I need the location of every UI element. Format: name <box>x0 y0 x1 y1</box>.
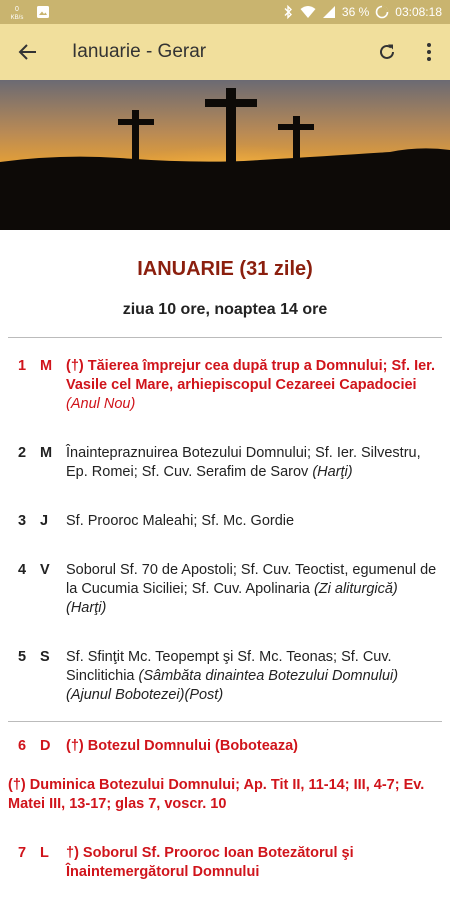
day-number: 5 <box>18 649 27 665</box>
battery-icon <box>375 5 389 19</box>
day-number: 2 <box>18 445 27 461</box>
day-number: 3 <box>18 513 27 529</box>
bluetooth-icon <box>282 5 294 19</box>
page-title: Ianuarie - Gerar <box>72 41 207 62</box>
back-arrow-icon <box>18 42 38 62</box>
week-divider <box>8 721 442 722</box>
gallery-notification-icon <box>36 5 50 19</box>
app-bar <box>0 24 450 80</box>
day-row-4[interactable] <box>0 561 450 618</box>
day-row-6[interactable] <box>0 737 450 756</box>
wifi-icon <box>300 5 316 19</box>
day-row-1[interactable] <box>0 357 450 414</box>
day-text: Înaintepraznuirea Botezului Domnului; Sf. Ier. Silvestru, Ep. Romei; Sf. Cuv. Serafim de Sarov (Harţi) <box>66 445 421 480</box>
day-number: 1 <box>18 358 27 374</box>
weekday: V <box>40 562 50 578</box>
weekday: L <box>40 845 49 861</box>
sunday-reading: (†) Duminica Botezului Domnului; Ap. Tit II, 11-14; III, 4-7; Ev. Matei III, 13-17; glas 7, voscr. 10 <box>8 777 425 812</box>
calendar-content[interactable] <box>0 230 450 900</box>
header-image-three-crosses <box>0 80 450 230</box>
weekday: M <box>40 445 53 461</box>
divider <box>8 337 442 338</box>
weekday: D <box>40 738 51 754</box>
day-number: 4 <box>18 562 27 578</box>
day-note: (Anul Nou) <box>66 396 136 412</box>
clock: 03:08:18 <box>395 5 442 19</box>
day-text: Soborul Sf. 70 de Apostoli; Sf. Cuv. Teoctist, egumenul de la Cucumia Siciliei; Sf. Cuv. Apolinaria (Zi aliturgică) (Harţi) <box>66 562 437 616</box>
day-row-3[interactable] <box>0 512 450 531</box>
more-vert-icon <box>426 42 432 62</box>
day-number: 7 <box>18 845 27 861</box>
month-title: IANUARIE (31 zile) <box>137 258 313 280</box>
day-row-5[interactable] <box>0 648 450 705</box>
day-note: (Sâmbăta dinaintea Botezului Domnului) (Ajunul Bobotezei)(Post) <box>66 668 399 703</box>
svg-text:KB/s: KB/s <box>10 15 24 21</box>
day-text: †) Soborul Sf. Prooroc Ioan Botezătorul şi Înaintemergătorul Domnului <box>66 845 354 880</box>
network-speed-indicator <box>8 3 26 21</box>
day-text: Sf. Sfinţit Mc. Teopempt şi Sf. Mc. Teonas; Sf. Cuv. Sinclitichia (Sâmbăta dinaintea Botezului Domnului) (Ajunul Bobotezei)(Post) <box>66 649 399 703</box>
day-note: (Zi aliturgică) (Harţi) <box>66 581 398 616</box>
day-number: 6 <box>18 738 27 754</box>
day-note: (Harţi) <box>312 464 353 480</box>
day-row-2[interactable] <box>0 444 450 482</box>
day-text: Sf. Prooroc Maleahi; Sf. Mc. Gordie <box>66 513 295 529</box>
refresh-button[interactable] <box>366 24 408 80</box>
more-options-button[interactable] <box>408 24 450 80</box>
battery-percent: 36 % <box>341 5 370 19</box>
signal-icon <box>322 5 336 19</box>
day-row-7[interactable] <box>0 844 450 882</box>
day-text: (†) Tăierea împrejur cea după trup a Domnului; Sf. Ier. Vasile cel Mare, arhiepiscopul Cezareei Capadociei (Anul Nou) <box>66 358 436 412</box>
status-bar <box>0 0 450 24</box>
weekday: J <box>40 513 49 529</box>
day-length: ziua 10 ore, noaptea 14 ore <box>122 301 328 318</box>
refresh-icon <box>377 42 397 62</box>
svg-text:0: 0 <box>15 6 19 13</box>
weekday: S <box>40 649 50 665</box>
weekday: M <box>40 358 53 374</box>
back-button[interactable] <box>0 24 56 80</box>
day-text: (†) Botezul Domnului (Boboteaza) <box>66 738 298 754</box>
